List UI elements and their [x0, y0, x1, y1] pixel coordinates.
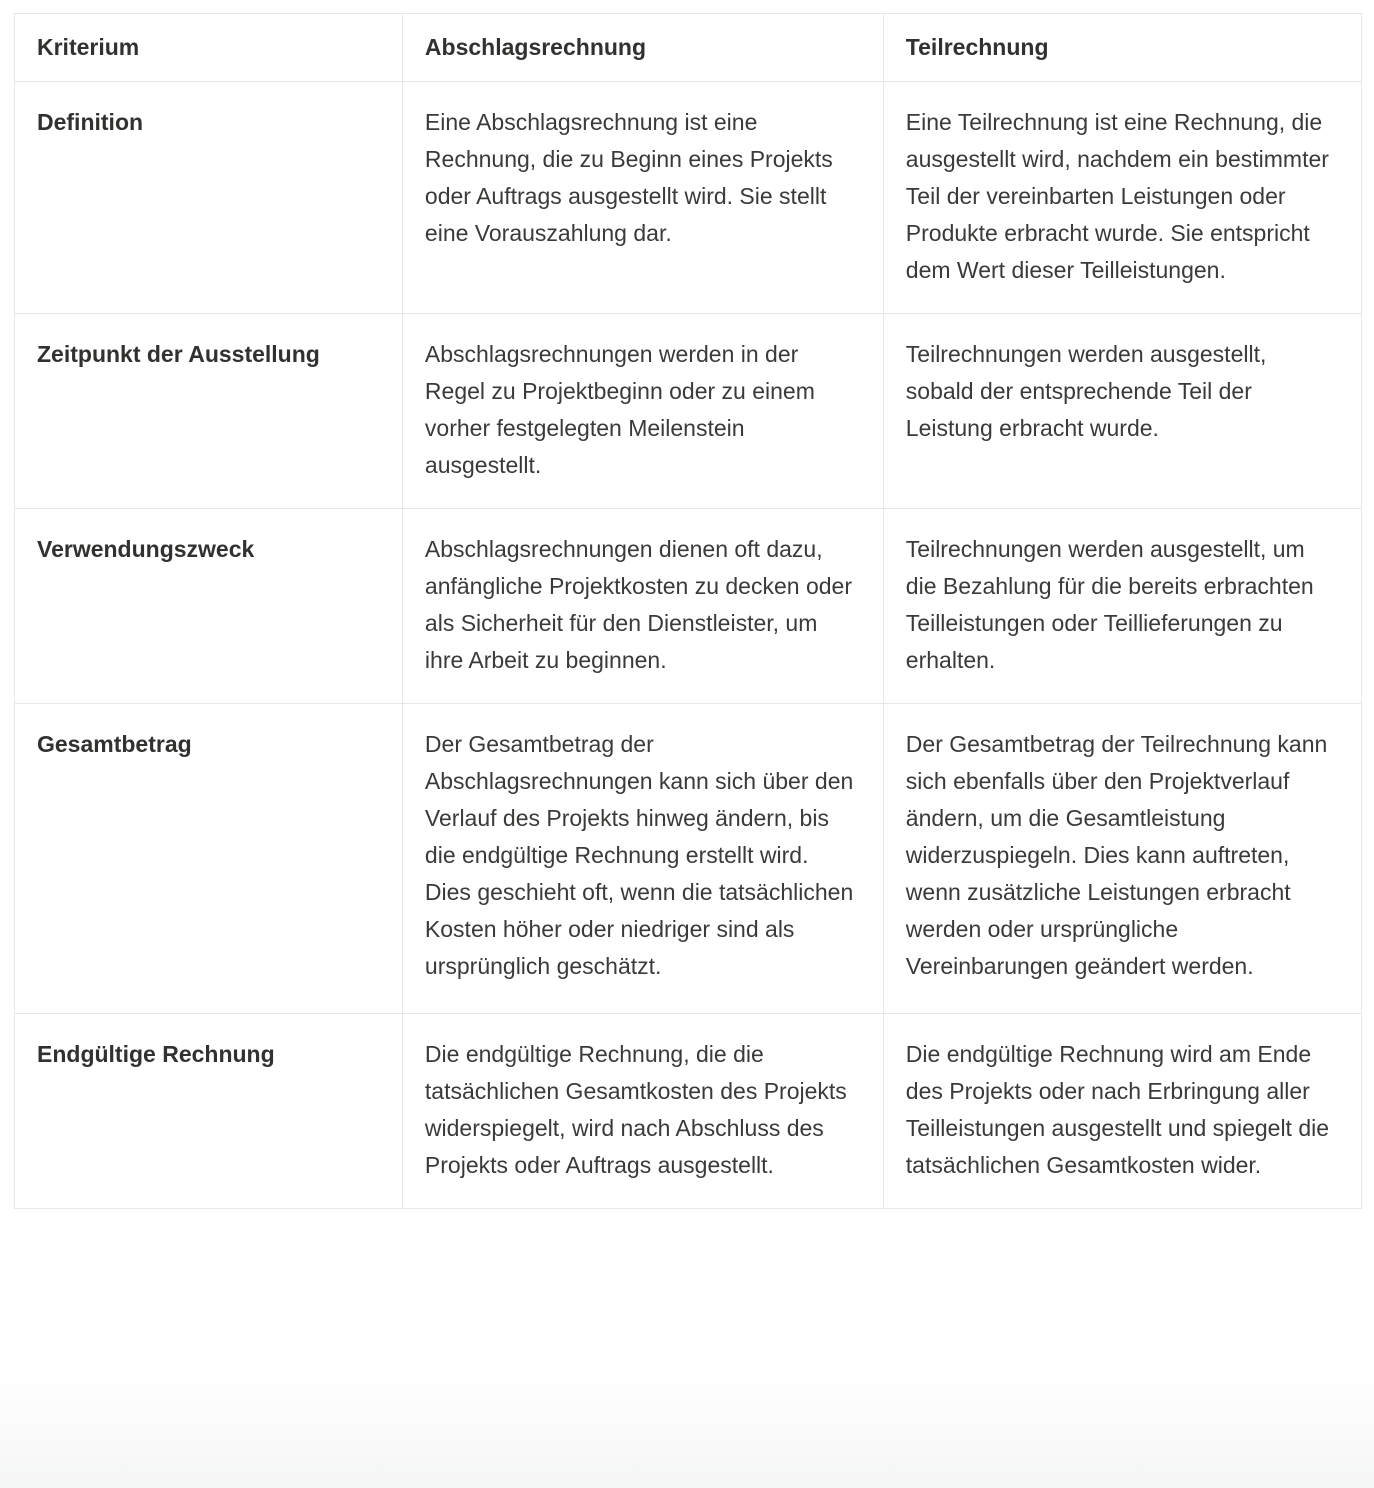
cell-endgueltige-rechnung-abschlagsrechnung: Die endgültige Rechnung, die die tatsächlichen Gesamtkosten des Projekts widerspiegelt, wird nach Abschluss des Projekts oder Auftrags ausgestellt. [402, 1014, 883, 1209]
table-row-endgueltige-rechnung [15, 1014, 1362, 1209]
cell-verwendungszweck-teilrechnung: Teilrechnungen werden ausgestellt, um die Bezahlung für die bereits erbrachten Teilleistungen oder Teillieferungen zu erhalten. [883, 509, 1361, 704]
row-header-definition: Definition [15, 82, 403, 314]
comparison-table [14, 13, 1362, 1209]
cell-zeitpunkt-teilrechnung: Teilrechnungen werden ausgestellt, sobald der entsprechende Teil der Leistung erbracht wurde. [883, 314, 1361, 509]
cell-definition-teilrechnung: Eine Teilrechnung ist eine Rechnung, die ausgestellt wird, nachdem ein bestimmter Teil der vereinbarten Leistungen oder Produkte erbracht wurde. Sie entspricht dem Wert dieser Teilleistungen. [883, 82, 1361, 314]
column-header-kriterium: Kriterium [15, 14, 403, 82]
table-row-gesamtbetrag [15, 704, 1362, 1014]
cell-verwendungszweck-abschlagsrechnung: Abschlagsrechnungen dienen oft dazu, anfängliche Projektkosten zu decken oder als Sicherheit für den Dienstleister, um ihre Arbeit zu beginnen. [402, 509, 883, 704]
row-header-zeitpunkt: Zeitpunkt der Ausstellung [15, 314, 403, 509]
cell-endgueltige-rechnung-teilrechnung: Die endgültige Rechnung wird am Ende des Projekts oder nach Erbringung aller Teilleistungen ausgestellt und spiegelt die tatsächlichen Gesamtkosten wider. [883, 1014, 1361, 1209]
row-header-gesamtbetrag: Gesamtbetrag [15, 704, 403, 1014]
column-header-teilrechnung: Teilrechnung [883, 14, 1361, 82]
cell-gesamtbetrag-abschlagsrechnung: Der Gesamtbetrag der Abschlagsrechnungen kann sich über den Verlauf des Projekts hinweg ändern, bis die endgültige Rechnung erstellt wird. Dies geschieht oft, wenn die tatsächlichen Kosten höher oder niedriger sind als ursprünglich geschätzt. [402, 704, 883, 1014]
cell-gesamtbetrag-teilrechnung: Der Gesamtbetrag der Teilrechnung kann sich ebenfalls über den Projektverlauf ändern, um die Gesamtleistung widerzuspiegeln. Dies kann auftreten, wenn zusätzliche Leistungen erbracht werden oder ursprüngliche Vereinbarungen geändert werden. [883, 704, 1361, 1014]
row-header-endgueltige-rechnung: Endgültige Rechnung [15, 1014, 403, 1209]
table-row-definition [15, 82, 1362, 314]
column-header-abschlagsrechnung: Abschlagsrechnung [402, 14, 883, 82]
bottom-fade-overlay [0, 1368, 1374, 1488]
cell-zeitpunkt-abschlagsrechnung: Abschlagsrechnungen werden in der Regel zu Projektbeginn oder zu einem vorher festgelegten Meilenstein ausgestellt. [402, 314, 883, 509]
cell-definition-abschlagsrechnung: Eine Abschlagsrechnung ist eine Rechnung, die zu Beginn eines Projekts oder Auftrags ausgestellt wird. Sie stellt eine Vorauszahlung dar. [402, 82, 883, 314]
header-row [15, 14, 1362, 82]
table-row-zeitpunkt [15, 314, 1362, 509]
table-row-verwendungszweck [15, 509, 1362, 704]
row-header-verwendungszweck: Verwendungszweck [15, 509, 403, 704]
